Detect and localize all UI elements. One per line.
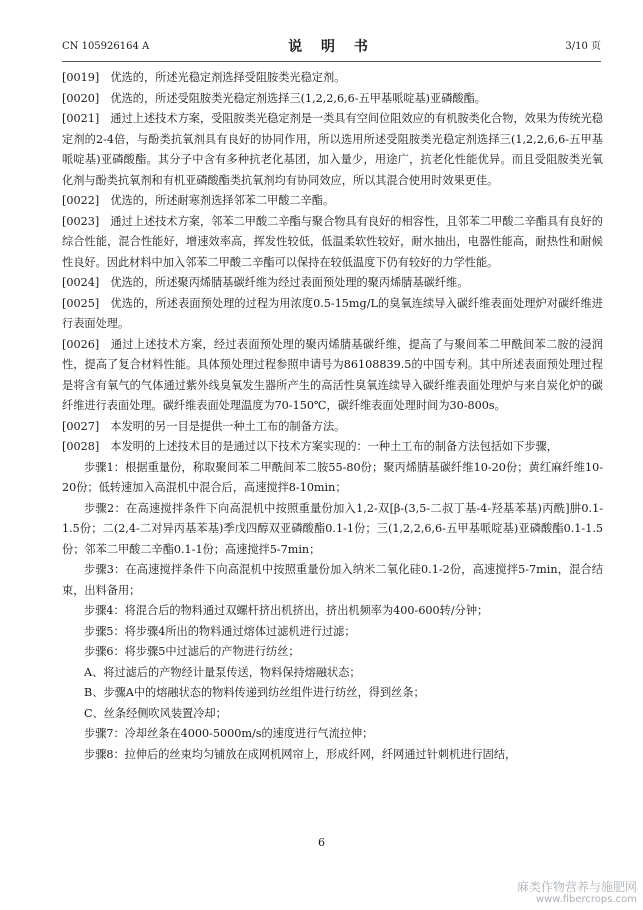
paragraph-0027 [62, 417, 603, 438]
paragraph-number: [0020] [62, 91, 100, 105]
step-4: 步骤4：将混合后的物料通过双螺杆挤出机挤出，挤出机频率为400-600转/分钟； [84, 604, 489, 617]
step-6-substep-a: A、将过滤后的产物经计量泵传送，物料保持熔融状态； [84, 665, 361, 679]
header-divider [62, 61, 601, 62]
paragraph-number: [0026] [62, 337, 100, 351]
paragraph-number: [0022] [62, 194, 100, 207]
paragraph-0022 [62, 191, 603, 212]
watermark-url: www.fibercrops.com [535, 894, 637, 905]
paragraph-text: 通过上述技术方案，经过表面预处理的聚丙烯腈基碳纤维，提高了与聚间苯二甲酰间苯二胺的浸润性，提高了复合材料性能。具体预处理过程参照申请号为86108839.5的中国专利。其中所述表面预处理过程是将含有氧气的气体通过紫外线臭氧发生器所产生的高活性臭氧连续导入碳纤维表面处理炉与来自炭化炉的碳纤维进行表面处理。碳纤维表面处理温度为70-150℃，碳纤维表面处理时间为30-800s。 [62, 337, 603, 412]
paragraph-text: 优选的，所述表面预处理的过程为用浓度0.5-15mg/L的臭氧连续导入碳纤维表面处理炉对碳纤维进行表面处理。 [62, 296, 603, 330]
paragraph-text: 本发明的另一目是提供一种土工布的制备方法。 [110, 419, 346, 433]
paragraph-number: [0021] [62, 112, 100, 125]
step-1: 步骤1：根据重量份，称取聚间苯二甲酰间苯二胺55-80份；聚丙烯腈基碳纤维10-20份；黄红麻纤维10-20份；低转速加入高混机中混合后，高速搅拌8-10min； [62, 460, 603, 494]
paragraph-0025 [62, 294, 603, 335]
document-number: CN 105926164 A [62, 41, 150, 52]
paragraph-number: [0019] [62, 71, 100, 84]
paragraph-text: 优选的，所述光稳定剂选择受阻胺类光稳定剂。 [110, 71, 346, 84]
page-indicator: 3/10 页 [565, 41, 601, 52]
paragraph-number: [0025] [62, 296, 100, 310]
step-6: 步骤6：将步骤5中过滤后的产物进行纺丝； [84, 645, 300, 658]
paragraph-text: 优选的，所述耐寒剂选择邻苯二甲酸二辛酯。 [110, 194, 335, 207]
paragraph-text: 通过上述技术方案，受阻胺类光稳定剂是一类具有空间位阻效应的有机胺类化合物，效果为传统光稳定剂的2-4倍，与酚类抗氧剂具有良好的协同作用，所以选用所述受阻胺类光稳定剂选择三(1,2,2,6,6-五甲基哌啶基)亚磷酸酯。其分子中含有多种抗老化基团，加入量少，用途广，抗老化性能优异。而且受阻胺类光氧化剂与酚类抗氧剂和有机亚磷酸酯类抗氧剂均有协同效应，所以其混合使用时效果更佳。 [62, 112, 603, 187]
page-title: 说 明 书 [288, 39, 375, 55]
paragraph-0028 [62, 437, 603, 458]
paragraph-text: 优选的，所述受阻胺类光稳定剂选择三(1,2,2,6,6-五甲基哌啶基)亚磷酸酯。 [110, 91, 486, 105]
step-3: 步骤3：在高速搅拌条件下向高混机中按照重量份加入纳米二氧化硅0.1-2份，高速搅拌5-7min，混合结束，出料备用； [62, 563, 603, 597]
watermark-site-name: 麻类作物营养与施肥网 [516, 880, 637, 894]
paragraph-number: [0023] [62, 214, 100, 228]
paragraph-number: [0024] [62, 276, 100, 289]
document-body [62, 68, 603, 765]
step-6-substep-c: C、丝条经侧吹风装置冷却； [84, 706, 227, 720]
paragraph-text: 本发明的上述技术目的是通过以下技术方案实现的：一种土工布的制备方法包括如下步骤， [110, 440, 558, 453]
site-watermark [477, 880, 637, 906]
paragraph-0024 [62, 273, 603, 294]
paragraph-number: [0027] [62, 419, 100, 433]
page-header [62, 36, 601, 58]
paragraph-text: 优选的，所述聚丙烯腈基碳纤维为经过表面预处理的聚丙烯腈基碳纤维。 [110, 276, 469, 289]
paragraph-0019 [62, 68, 603, 89]
paragraph-text: 通过上述技术方案，邻苯二甲酸二辛酯与聚合物具有良好的相容性，且邻苯二甲酸二辛酯具有良好的综合性能，混合性能好，增速效率高，挥发性较低，低温柔软性较好，耐水抽出，电器性能高，耐热性和耐候性良好。因此材料中加入邻苯二甲酸二辛酯可以保持在较低温度下仍有较好的力学性能。 [62, 214, 603, 269]
step-2: 步骤2：在高速搅拌条件下向高混机中按照重量份加入1,2-双[β-(3,5-二叔丁基-4-羟基苯基)丙酰]肼0.1-1.5份；二(2,4-二对异丙基苯基)季戊四醇双亚磷酸酯0.1-1份；三(1,2,2,6,6-五甲基哌啶基)亚磷酸酯0.1-1.5份；邻苯二甲酸二辛酯0.1-1份；高速搅拌5-7min； [62, 501, 603, 556]
step-6-substep-b: B、步骤A中的熔融状态的物料传递到纺丝组件进行纺丝，得到丝条； [84, 686, 425, 699]
paragraph-0020 [62, 89, 603, 110]
step-5: 步骤5：将步骤4所出的物料通过熔体过滤机进行过滤； [84, 624, 356, 638]
step-8: 步骤8：拉伸后的丝束均匀铺放在成网机网帘上，形成纤网，纤网通过针刺机进行固结， [84, 747, 517, 761]
paragraph-0021 [62, 109, 603, 191]
paragraph-0026 [62, 335, 603, 417]
page-number: 6 [318, 836, 325, 849]
paragraph-0023 [62, 212, 603, 274]
step-7: 步骤7：冷却丝条在4000-5000m/s的速度进行气流拉伸； [84, 727, 374, 740]
paragraph-number: [0028] [62, 440, 100, 453]
